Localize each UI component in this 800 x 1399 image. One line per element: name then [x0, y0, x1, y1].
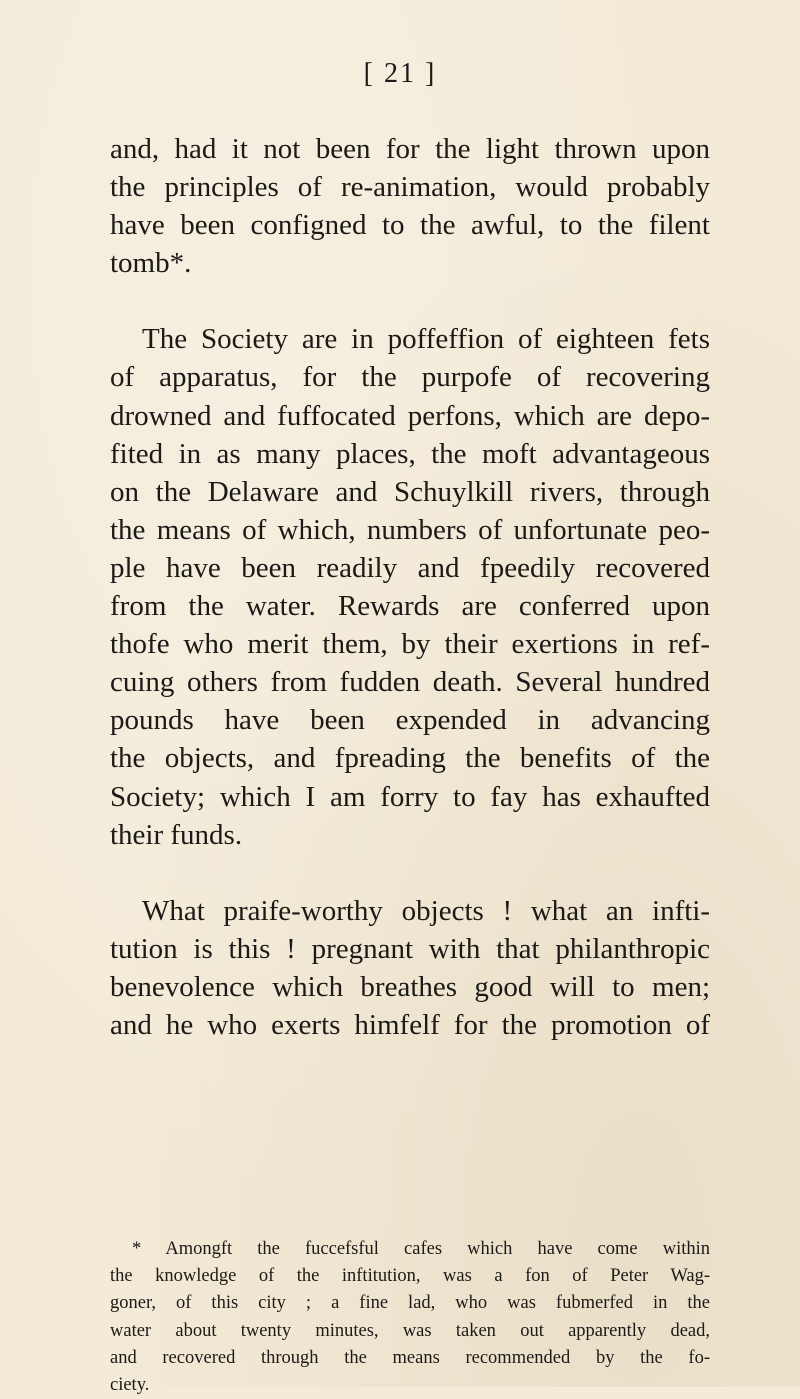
text-line: the means of which, numbers of unfortunate peo-: [110, 513, 710, 546]
text-line: cuing others from fudden death. Several hundred: [110, 666, 710, 699]
paragraph-3: [110, 892, 710, 1044]
text-line: have been configned to the awful, to the filent: [110, 209, 710, 242]
text-line: The Society are in poffeffion of eighteen fets: [142, 323, 710, 356]
page-number: [ 21 ]: [363, 58, 437, 89]
text-line: their funds.: [110, 818, 243, 851]
text-line: the objects, and fpreading the benefits of the: [110, 742, 710, 775]
body-text: [110, 130, 710, 1044]
footnote-line: ciety.: [110, 1375, 150, 1396]
text-line: from the water. Rewards are conferred upon: [110, 590, 710, 623]
text-line: of apparatus, for the purpofe of recovering: [110, 361, 710, 394]
text-line: and, had it not been for the light thrown upon: [110, 133, 710, 165]
text-line: tution is this ! pregnant with that philanthropic: [110, 932, 710, 965]
text-line: pounds have been expended in advancing: [110, 704, 710, 737]
footnote-line: * Amongft the fuccefsful cafes which have come within: [132, 1239, 710, 1259]
text-line: Society; which I am forry to fay has exhaufted: [110, 780, 710, 813]
text-line: on the Delaware and Schuylkill rivers, through: [110, 475, 710, 508]
paragraph-2: [110, 320, 710, 853]
footnote: [110, 1236, 710, 1399]
footnote-line: water about twenty minutes, was taken out apparently dead,: [110, 1320, 710, 1341]
footnote-line: and recovered through the means recommended by the fo-: [110, 1347, 710, 1368]
footnote-line: the knowledge of the inftitution, was a fon of Peter Wag-: [110, 1266, 710, 1287]
footnote-line: goner, of this city ; a fine lad, who was fubmerfed in the: [110, 1293, 710, 1314]
text-line: benevolence which breathes good will to men;: [110, 970, 710, 1003]
text-line: What praife-worthy objects ! what an infti-: [142, 894, 710, 927]
text-line: tomb*.: [110, 247, 192, 280]
paragraph-1: [110, 130, 710, 282]
text-line: thofe who merit them, by their exertions in ref-: [110, 628, 710, 661]
text-line: drowned and fuffocated perfons, which are depo-: [110, 399, 710, 432]
text-line: fited in as many places, the moft advantageous: [110, 437, 710, 470]
text-line: and he who exerts himfelf for the promotion of: [110, 1008, 710, 1041]
text-line: ple have been readily and fpeedily recovered: [110, 551, 710, 584]
text-line: the principles of re-animation, would probably: [110, 171, 710, 204]
